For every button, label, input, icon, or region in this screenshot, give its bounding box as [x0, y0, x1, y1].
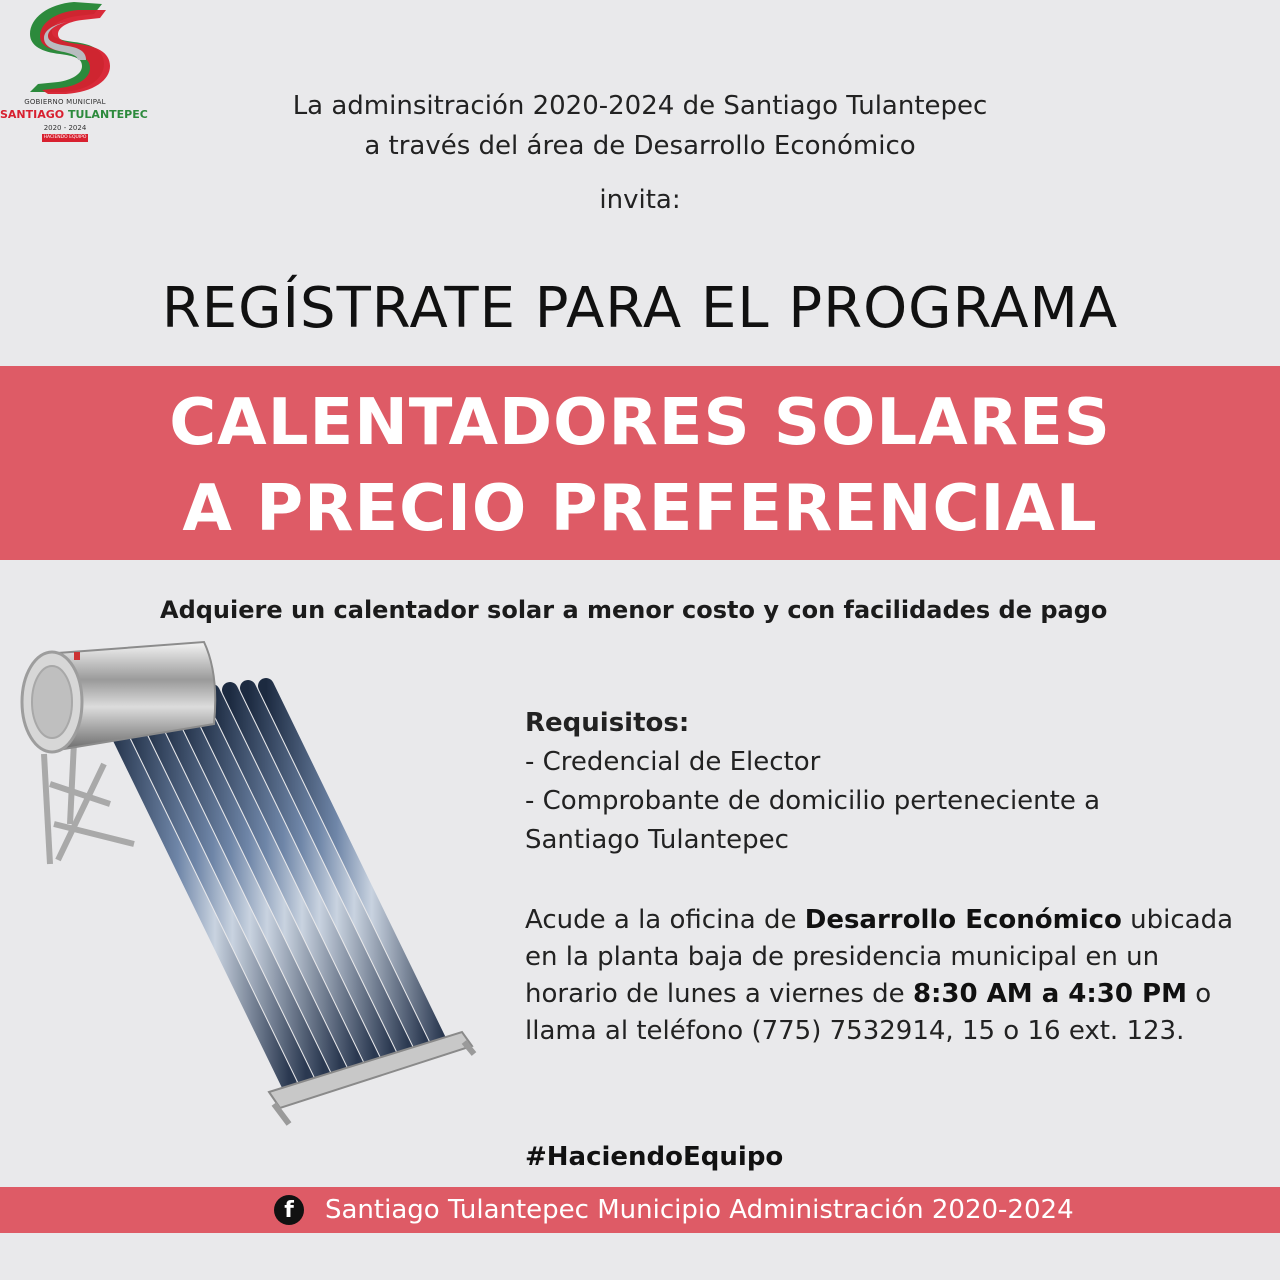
solar-heater-icon [14, 634, 484, 1130]
requirements [525, 704, 1100, 860]
requirement-item: - Credencial de Elector [525, 747, 821, 777]
banner-line2: A PRECIO PREFERENCIAL [182, 472, 1098, 546]
logo-emblem-icon [8, 0, 122, 96]
tagline: Adquiere un calentador solar a menor costo y con facilidades de pago [160, 596, 1108, 624]
header-line3: invita: [599, 185, 681, 215]
info-office-name: Desarrollo Económico [804, 905, 1122, 935]
footer-text: Santiago Tulantepec Municipio Administración 2020-2024 [325, 1195, 1074, 1225]
banner-line1: CALENTADORES SOLARES [169, 386, 1111, 460]
logo-name-part1: SANTIAGO [0, 108, 65, 121]
info-schedule: 8:30 AM a 4:30 PM [912, 979, 1187, 1009]
requirement-item: - Comprobante de domicilio perteneciente a [525, 786, 1101, 816]
requirement-item: Santiago Tulantepec [525, 825, 789, 855]
header-line1: La adminsitración 2020-2024 de Santiago Tulantepec [292, 91, 988, 121]
footer-bar [0, 1187, 1280, 1233]
logo-name-part2: TULANTEPEC [67, 108, 148, 121]
facebook-icon: f [274, 1195, 304, 1225]
hashtag: #HaciendoEquipo [525, 1142, 784, 1172]
info-text-2: ubicada en la planta baja de presidencia municipal en un horario de lunes a viernes de [525, 905, 1234, 1009]
program-banner [0, 366, 1280, 560]
solar-heater-image [14, 634, 484, 1130]
info-text-1: Acude a la oficina de [525, 905, 805, 935]
logo-slogan: HACIENDO EQUIPO [43, 135, 87, 140]
office-info [525, 902, 1245, 1050]
logo-line1: GOBIERNO MUNICIPAL [24, 98, 106, 106]
info-text-3: o llama al teléfono (775) 7532914, 15 o 16 ext. 123. [525, 979, 1212, 1046]
logo-years: 2020 - 2024 [43, 124, 87, 132]
page-title: REGÍSTRATE PARA EL PROGRAMA [161, 276, 1119, 341]
requirements-title: Requisitos: [525, 708, 690, 738]
municipal-logo [0, 0, 148, 150]
header-line2: a través del área de Desarrollo Económico [364, 131, 916, 161]
